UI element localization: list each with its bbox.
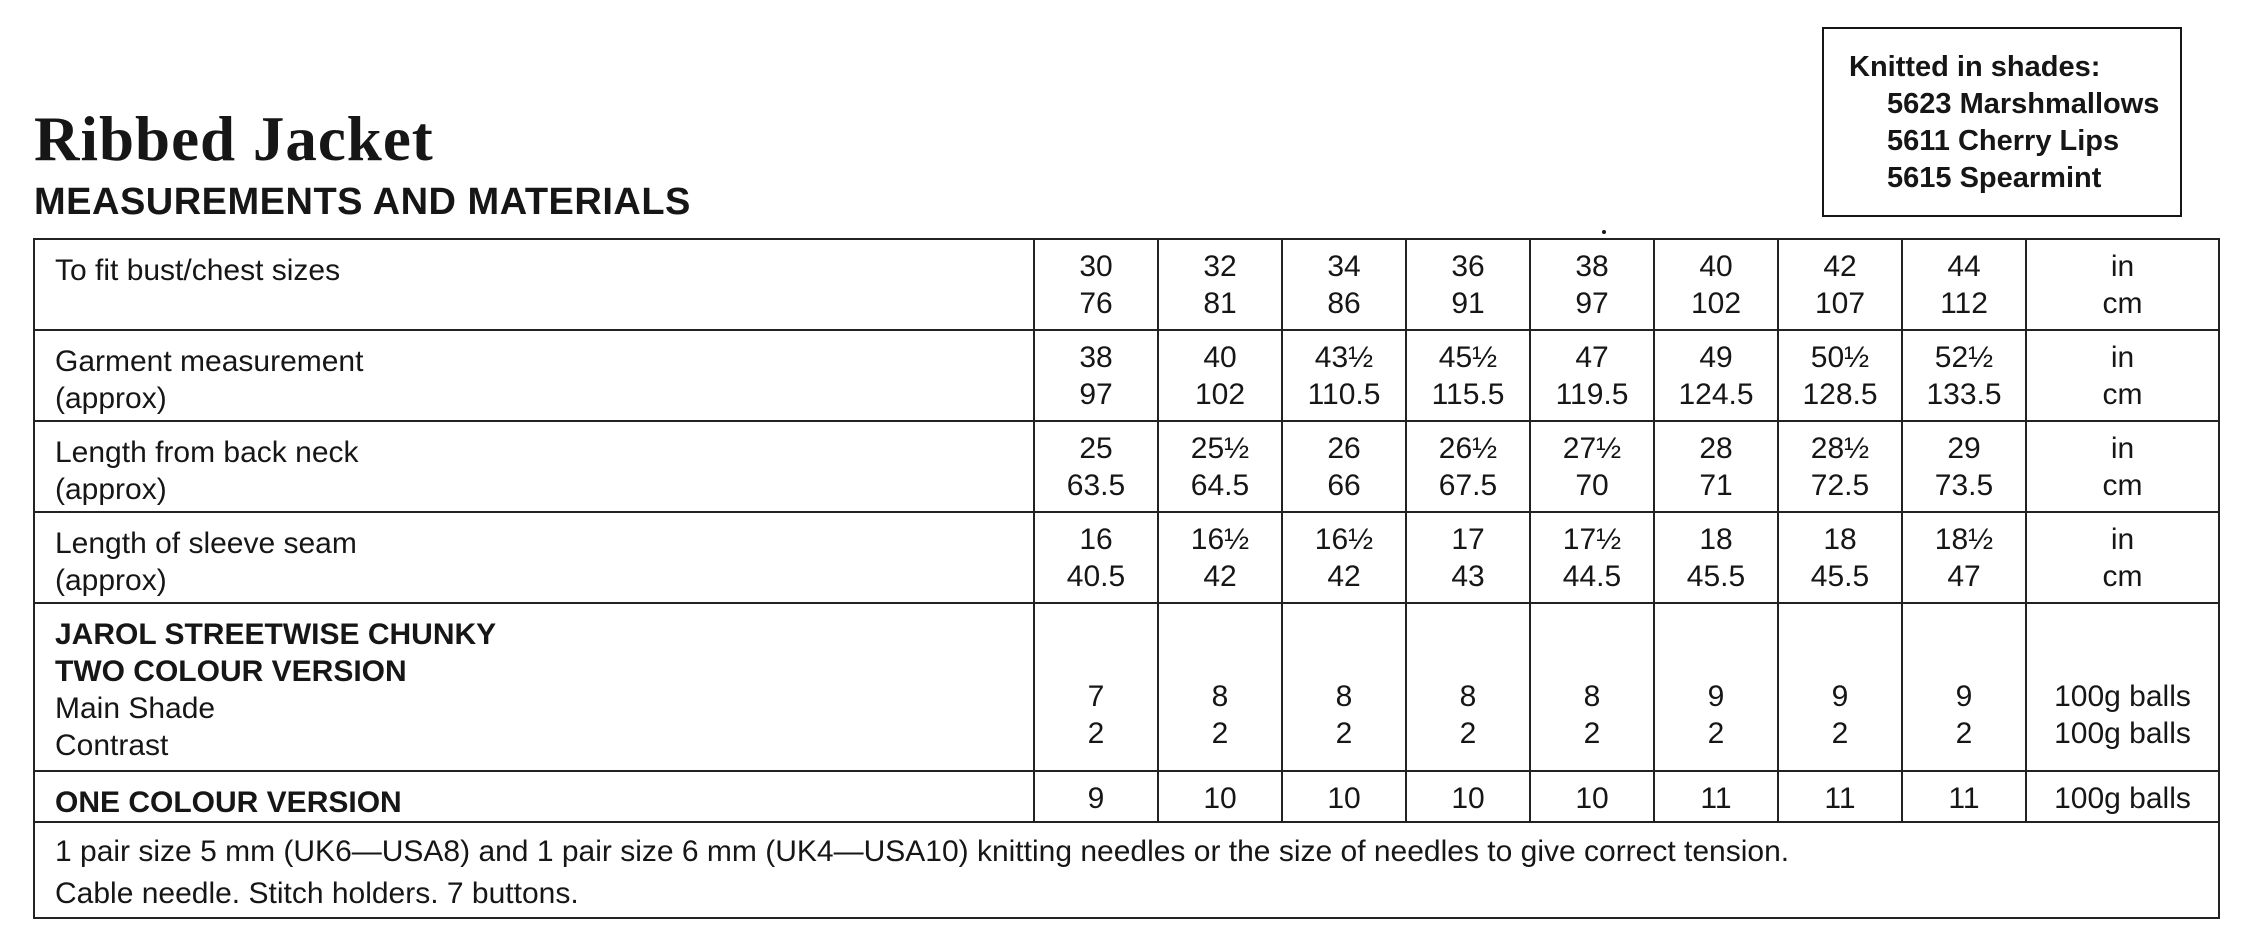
size-cell: 47 119.5: [1530, 330, 1654, 421]
section-subtitle: MEASUREMENTS AND MATERIALS: [34, 181, 691, 223]
one-colour-balls-cell: 10: [1158, 771, 1282, 822]
size-cell: 18½ 47: [1902, 512, 2026, 603]
materials-notes: [34, 822, 2219, 918]
yarn-balls-cell: 8 2: [1158, 603, 1282, 771]
unit-cell: in cm: [2026, 239, 2219, 330]
print-speck: [1602, 230, 1606, 234]
row-label: [34, 603, 1034, 771]
row-label: Length from back neck (approx): [34, 421, 1034, 512]
row-label: To fit bust/chest sizes: [34, 239, 1034, 330]
shade-item-spearmint: 5615 Spearmint: [1887, 162, 2102, 194]
size-cell: 52½ 133.5: [1902, 330, 2026, 421]
row-bust-chest: [34, 239, 2219, 330]
row-label: Garment measurement (approx): [34, 330, 1034, 421]
size-cell: 34 86: [1282, 239, 1406, 330]
yarn-balls-cell: 9 2: [1902, 603, 2026, 771]
size-cell: 36 91: [1406, 239, 1530, 330]
row-garment-measurement: [34, 330, 2219, 421]
one-colour-balls-cell: 9: [1034, 771, 1158, 822]
pattern-title: Ribbed Jacket: [34, 104, 434, 174]
one-colour-balls-cell: 11: [1902, 771, 2026, 822]
yarn-balls-cell: 9 2: [1778, 603, 1902, 771]
size-cell: 32 81: [1158, 239, 1282, 330]
size-cell: 38 97: [1034, 330, 1158, 421]
yarn-brand-heading: JAROL STREETWISE CHUNKY: [55, 618, 497, 651]
shades-box: [1822, 27, 2182, 217]
one-colour-balls-cell: 10: [1282, 771, 1406, 822]
one-colour-balls-cell: 11: [1778, 771, 1902, 822]
size-cell: 27½ 70: [1530, 421, 1654, 512]
one-colour-balls-cell: 10: [1406, 771, 1530, 822]
size-cell: 17½ 44.5: [1530, 512, 1654, 603]
size-cell: 28½ 72.5: [1778, 421, 1902, 512]
yarn-balls-cell: 9 2: [1654, 603, 1778, 771]
row-sleeve-seam: [34, 512, 2219, 603]
size-cell: 50½ 128.5: [1778, 330, 1902, 421]
row-one-colour: [34, 771, 2219, 822]
size-cell: 49 124.5: [1654, 330, 1778, 421]
size-cell: 43½ 110.5: [1282, 330, 1406, 421]
unit-cell: in cm: [2026, 421, 2219, 512]
extras-note: Cable needle. Stitch holders. 7 buttons.: [55, 877, 579, 910]
two-colour-heading: TWO COLOUR VERSION: [55, 655, 407, 688]
shade-item-marshmallows: 5623 Marshmallows: [1887, 88, 2160, 120]
size-cell: 25½ 64.5: [1158, 421, 1282, 512]
size-cell: 45½ 115.5: [1406, 330, 1530, 421]
size-cell: 26 66: [1282, 421, 1406, 512]
main-shade-label: Main Shade: [55, 692, 216, 725]
unit-cell: 100g balls 100g balls: [2026, 603, 2219, 771]
shades-heading: Knitted in shades:: [1849, 51, 2101, 83]
row-yarn-two-colour: [34, 603, 2219, 771]
size-cell: 18 45.5: [1778, 512, 1902, 603]
size-cell: 25 63.5: [1034, 421, 1158, 512]
row-length-back-neck: [34, 421, 2219, 512]
size-cell: 16½ 42: [1158, 512, 1282, 603]
measurements-table: [33, 238, 2220, 919]
yarn-balls-cell: 8 2: [1282, 603, 1406, 771]
size-cell: 42 107: [1778, 239, 1902, 330]
one-colour-balls-cell: 11: [1654, 771, 1778, 822]
shade-item-cherry-lips: 5611 Cherry Lips: [1887, 125, 2120, 157]
size-cell: 26½ 67.5: [1406, 421, 1530, 512]
contrast-label: Contrast: [55, 729, 169, 762]
size-cell: 17 43: [1406, 512, 1530, 603]
unit-cell: in cm: [2026, 512, 2219, 603]
size-cell: 28 71: [1654, 421, 1778, 512]
yarn-balls-cell: 8 2: [1406, 603, 1530, 771]
size-cell: 40 102: [1158, 330, 1282, 421]
one-colour-balls-cell: 10: [1530, 771, 1654, 822]
unit-cell: in cm: [2026, 330, 2219, 421]
row-label: ONE COLOUR VERSION: [34, 771, 1034, 822]
size-cell: 38 97: [1530, 239, 1654, 330]
size-cell: 18 45.5: [1654, 512, 1778, 603]
size-cell: 29 73.5: [1902, 421, 2026, 512]
size-cell: 16 40.5: [1034, 512, 1158, 603]
size-cell: 44 112: [1902, 239, 2026, 330]
yarn-balls-cell: 8 2: [1530, 603, 1654, 771]
yarn-balls-cell: 7 2: [1034, 603, 1158, 771]
needles-note: 1 pair size 5 mm (UK6—USA8) and 1 pair size 6 mm (UK4—USA10) knitting needles or the size of needles to give correct tension.: [55, 835, 1790, 868]
unit-cell: 100g balls: [2026, 771, 2219, 822]
row-label: Length of sleeve seam (approx): [34, 512, 1034, 603]
size-cell: 30 76: [1034, 239, 1158, 330]
size-cell: 16½ 42: [1282, 512, 1406, 603]
size-cell: 40 102: [1654, 239, 1778, 330]
row-notes: [34, 822, 2219, 918]
